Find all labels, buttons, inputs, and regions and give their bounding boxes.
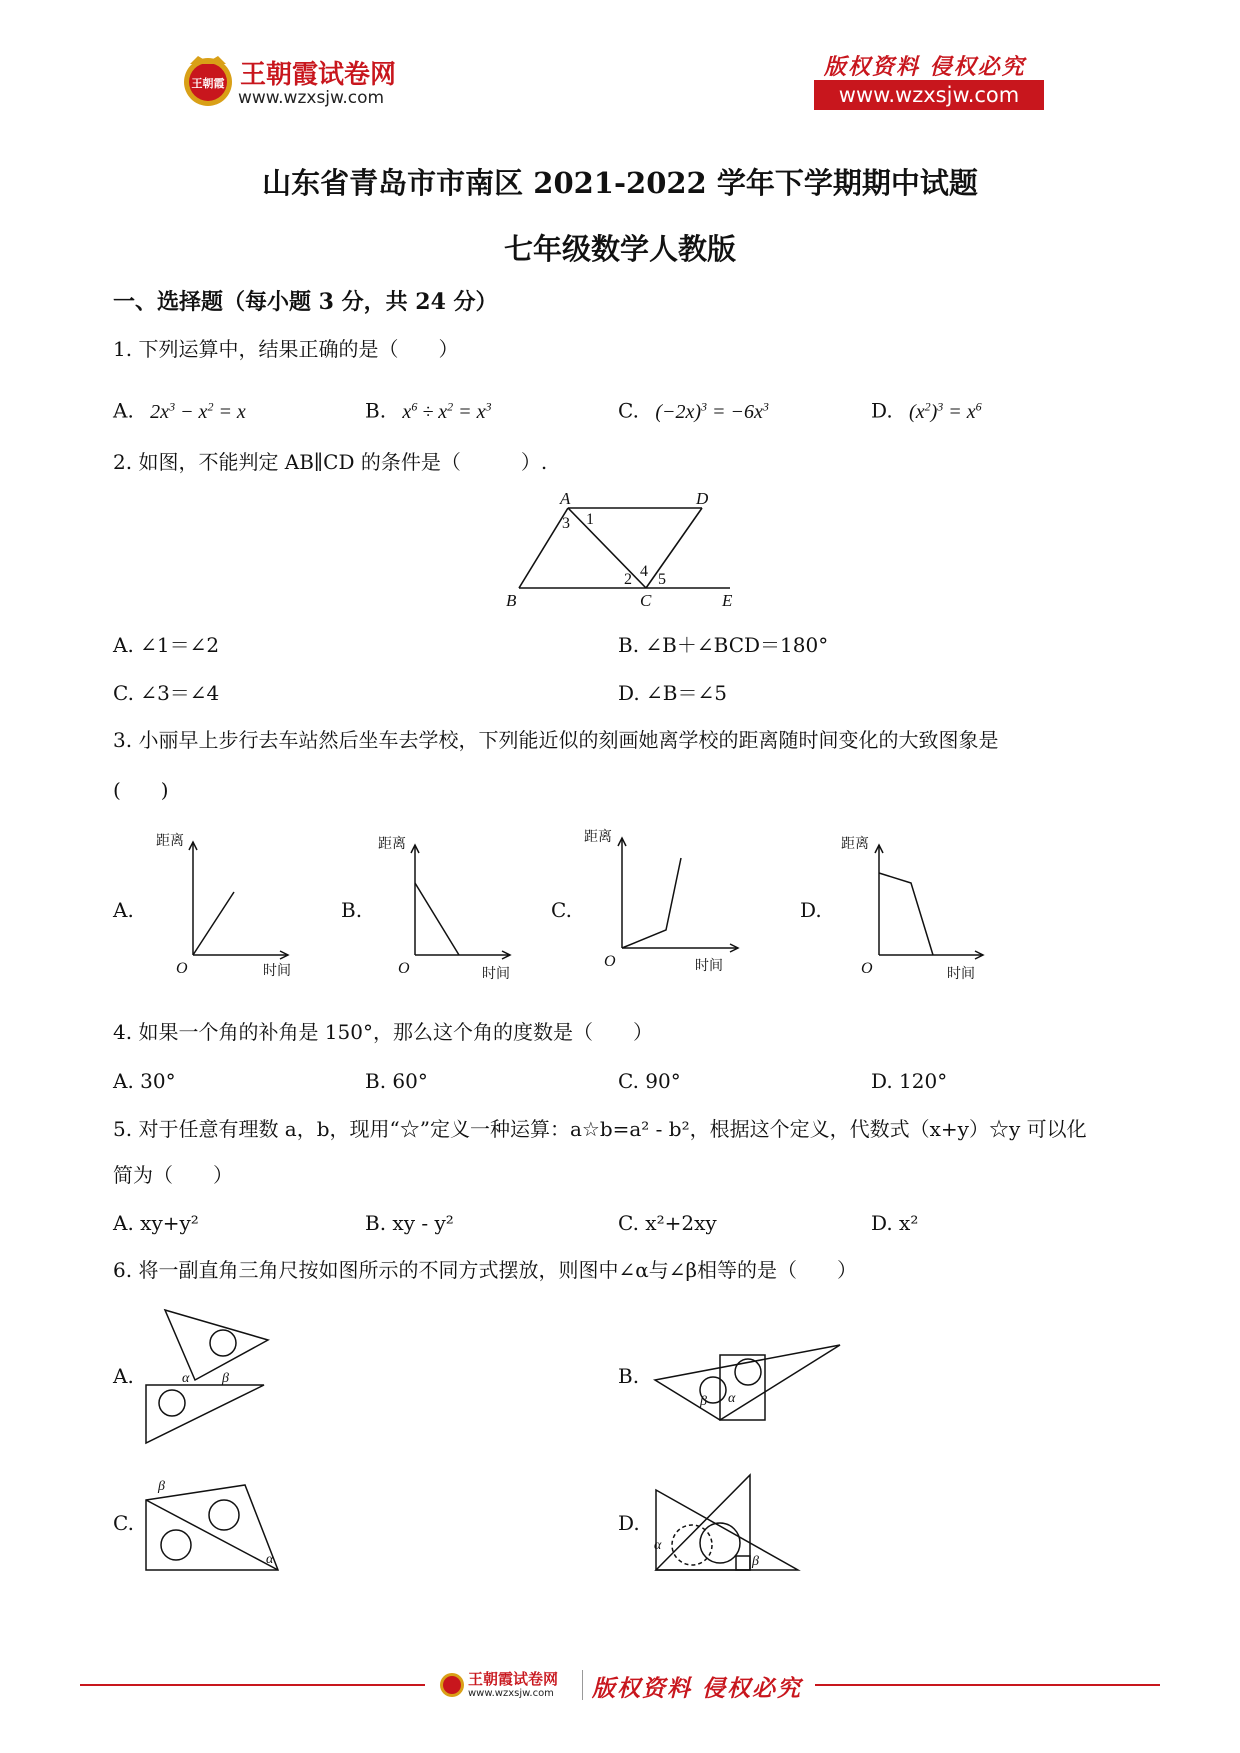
- logo-seal-icon: [180, 52, 236, 108]
- footer-logo: [438, 1668, 578, 1704]
- brand-name: 王朝霞试卷网: [240, 60, 397, 90]
- q1-c-label: C.: [618, 398, 639, 423]
- footer-seal-icon: [438, 1670, 466, 1698]
- q3-c-curve: [622, 858, 681, 948]
- q1-stem: 1. 下列运算中，结果正确的是（ ）: [113, 337, 459, 361]
- q3-c-xlabel: 时间: [695, 959, 723, 974]
- brand-url[interactable]: www.wzxsjw.com: [238, 88, 385, 108]
- q1-b-label: B.: [365, 398, 387, 423]
- q3-graph-a: [148, 830, 298, 980]
- q6-c-beta: β: [158, 1479, 165, 1494]
- q3-d-curve: [879, 873, 933, 955]
- copyright-url[interactable]: www.wzxsjw.com: [814, 80, 1044, 110]
- q6-c-alpha: α: [266, 1552, 274, 1567]
- document-title: 山东省青岛市市南区 2021-2022 学年下学期期中试题: [262, 166, 978, 200]
- q4-option-b[interactable]: B. 60°: [365, 1069, 428, 1093]
- q2-option-c[interactable]: C. ∠3＝∠4: [113, 681, 220, 705]
- q3-graph-c: [580, 826, 750, 976]
- q6-d-alpha: α: [654, 1538, 662, 1553]
- q4-option-a[interactable]: A. 30°: [113, 1069, 176, 1093]
- q6-option-d[interactable]: D.: [618, 1511, 640, 1535]
- q3-stem: 3. 小丽早上步行去车站然后坐车去学校，下列能近似的刻画她离学校的距离随时间变化的大致图象是: [113, 728, 999, 752]
- q6-a-beta: β: [222, 1371, 229, 1386]
- q6-b-alpha: α: [728, 1391, 736, 1406]
- document-subtitle: 七年级数学人教版: [503, 232, 736, 266]
- q3-d-xlabel: 时间: [947, 967, 975, 982]
- copyright-text: 版权资料 侵权必究: [824, 54, 1026, 80]
- q3-b-origin: O: [398, 960, 410, 977]
- q5-option-a[interactable]: A. xy+y²: [113, 1211, 199, 1235]
- q2-line-ab: [519, 508, 568, 588]
- q1-option-c[interactable]: C. $(-2x)^3 = -6x^3$: [618, 398, 769, 423]
- q4-stem: 4. 如果一个角的补角是 150°，那么这个角的度数是（ ）: [113, 1020, 653, 1044]
- q2-line-cd: [646, 508, 702, 588]
- q3-option-c[interactable]: C.: [551, 898, 572, 922]
- footer-copyright: 版权资料 侵权必究: [592, 1675, 803, 1702]
- q3-graph-d: [835, 833, 995, 983]
- q5-option-b[interactable]: B. xy - y²: [365, 1211, 454, 1235]
- q3-d-origin: O: [861, 960, 873, 977]
- q2-angle-1: 1: [586, 511, 594, 528]
- q3-c-ylabel: 距离: [584, 830, 612, 845]
- q3-a-xlabel: 时间: [263, 964, 291, 979]
- q6-option-b[interactable]: B.: [618, 1364, 640, 1388]
- q3-a-ylabel: 距离: [156, 834, 184, 849]
- section-heading: 一、选择题（每小题 3 分，共 24 分）: [113, 289, 498, 315]
- q2-option-b[interactable]: B. ∠B＋∠BCD＝180°: [618, 633, 829, 657]
- q2-line-ac: [568, 508, 646, 588]
- q1-option-b[interactable]: B. $x^6 \div x^2 = x^3$: [365, 398, 492, 423]
- header-copyright: [810, 50, 1050, 114]
- q6-stem: 6. 将一副直角三角尺按如图所示的不同方式摆放，则图中∠α与∠β相等的是（ ）: [113, 1258, 858, 1282]
- q3-b-ylabel: 距离: [378, 837, 406, 852]
- q6-figure-c: [140, 1445, 290, 1575]
- q3-c-origin: O: [604, 953, 616, 970]
- q2-angle-3: 3: [562, 515, 570, 532]
- q5-stem: 5. 对于任意有理数 a，b，现用“☆”定义一种运算：a☆b=a² - b²，根据这个定义，代数式（x+y）☆y 可以化: [113, 1117, 1087, 1141]
- footer-divider: [582, 1670, 583, 1700]
- q1-a-label: A.: [113, 398, 134, 423]
- q6-a-alpha: α: [182, 1371, 190, 1386]
- q2-figure: [500, 490, 760, 610]
- q5-option-d[interactable]: D. x²: [871, 1211, 919, 1235]
- q3-a-origin: O: [176, 960, 188, 977]
- q4-option-c[interactable]: C. 90°: [618, 1069, 681, 1093]
- header-logo: [180, 52, 420, 110]
- q2-label-c: C: [640, 591, 652, 610]
- q3-option-a[interactable]: A.: [113, 898, 134, 922]
- q6-figure-a: [140, 1300, 280, 1450]
- q2-angle-5: 5: [658, 571, 666, 588]
- q6-option-c[interactable]: C.: [113, 1511, 134, 1535]
- footer-line-right: [815, 1684, 1160, 1686]
- q2-label-e: E: [722, 591, 733, 610]
- q5-stem-cont: 简为（ ）: [113, 1163, 233, 1187]
- q2-option-d[interactable]: D. ∠B＝∠5: [618, 681, 727, 705]
- svg-text:王朝霞: 王朝霞: [191, 78, 225, 90]
- q2-label-b: B: [506, 591, 517, 610]
- q6-figure-b: [650, 1340, 850, 1440]
- q1-option-a[interactable]: A. $2x^3 - x^2 = x$: [113, 398, 246, 423]
- q2-stem: 2. 如图，不能判定 AB∥CD 的条件是（ ）.: [113, 450, 548, 474]
- q3-a-curve: [193, 892, 234, 955]
- q2-label-a: A: [560, 490, 571, 508]
- q6-option-a[interactable]: A.: [113, 1364, 134, 1388]
- q5-option-c[interactable]: C. x²+2xy: [618, 1211, 717, 1235]
- q1-d-label: D.: [871, 398, 893, 423]
- q3-option-d[interactable]: D.: [800, 898, 822, 922]
- q4-option-d[interactable]: D. 120°: [871, 1069, 948, 1093]
- q6-d-beta: β: [752, 1554, 759, 1569]
- q3-graph-b: [370, 833, 520, 983]
- q2-option-a[interactable]: A. ∠1＝∠2: [113, 633, 220, 657]
- q6-b-beta: β: [700, 1394, 707, 1409]
- q3-b-curve: [415, 883, 459, 955]
- q3-option-b[interactable]: B.: [341, 898, 363, 922]
- footer-brand-name: 王朝霞试卷网: [468, 1670, 559, 1688]
- q2-angle-2: 2: [624, 571, 632, 588]
- footer-brand-url[interactable]: www.wzxsjw.com: [468, 1688, 554, 1699]
- q3-stem-paren: ( ): [113, 778, 169, 802]
- footer-line-left: [80, 1684, 425, 1686]
- q2-label-d: D: [696, 490, 709, 508]
- q1-option-d[interactable]: D. $(x^2)^3 = x^6$: [871, 398, 982, 423]
- q3-d-ylabel: 距离: [841, 837, 869, 852]
- q3-b-xlabel: 时间: [482, 967, 510, 982]
- q6-figure-d: [650, 1445, 810, 1575]
- q2-angle-4: 4: [640, 563, 648, 580]
